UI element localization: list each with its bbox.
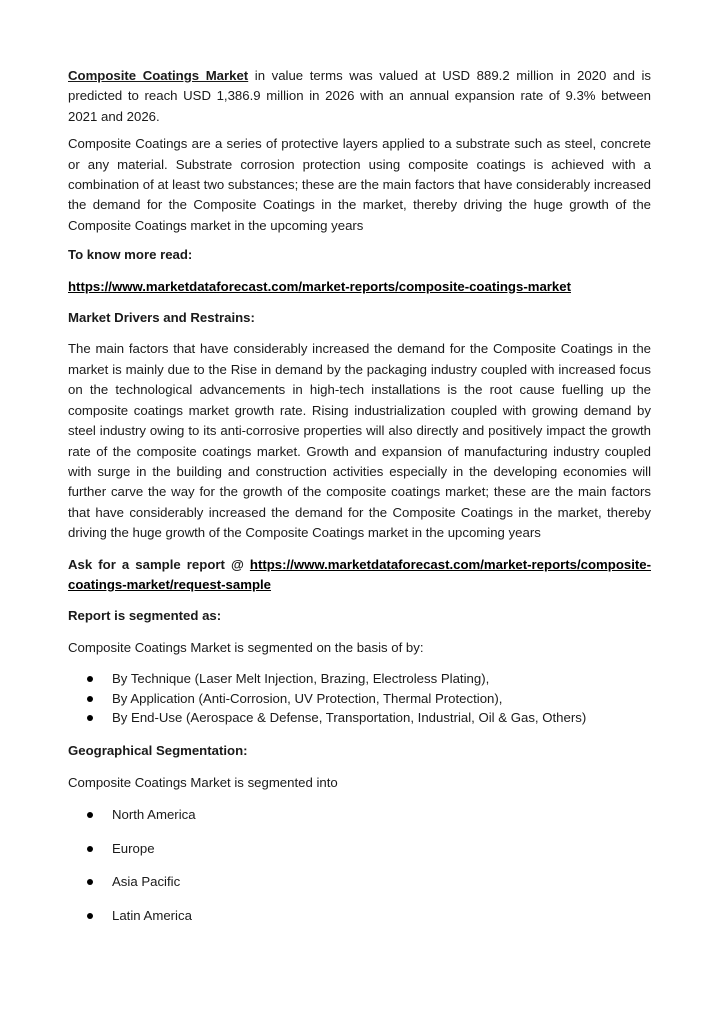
document-page [68,66,651,939]
list-item [68,708,651,728]
list-item [68,805,651,825]
list-item [68,689,651,709]
sample-paragraph [68,555,651,596]
read-more-paragraph [68,277,651,297]
list-item [68,872,651,892]
list-item-text: Asia Pacific [112,874,181,890]
description-paragraph: Composite Coatings are a series of protective layers applied to a substrate such as steel, concrete or any material. Substrate corrosion protection using composite coatings is achieved with a combination of at least two substances; these are the main factors that have considerably increased the demand for the Composite Coatings in the market, thereby driving the huge growth of the Composite Coatings market in the upcoming years [68,136,651,233]
read-more-label: To know more read: [68,247,193,263]
segmentation-list [68,669,651,728]
list-item-text: Latin America [112,907,192,923]
bullet-icon [87,676,93,682]
geography-list [68,805,651,926]
list-item [68,669,651,689]
bullet-icon [87,879,93,885]
drivers-heading: Market Drivers and Restrains: [68,310,255,326]
bullet-icon [87,715,93,721]
bullet-icon [87,696,93,702]
geography-intro: Composite Coatings Market is segmented into [68,775,338,791]
bullet-icon [87,812,93,818]
intro-lead-text: in value terms was valued at USD 889.2 million in 2020 and is predicted to reach USD 1,386.9 million in 2026 with an annual expansion rate of 9.3% between 2021 and 2026. [68,68,651,124]
list-item-text: By End-Use (Aerospace & Defense, Transportation, Industrial, Oil & Gas, Others) [112,710,587,726]
segmentation-intro: Composite Coatings Market is segmented on the basis of by: [68,639,424,655]
sample-label: Ask for a sample report @ [68,556,250,572]
market-name-link[interactable]: Composite Coatings Market [68,68,249,83]
geography-heading: Geographical Segmentation: [68,742,248,758]
list-item-text: North America [112,807,196,823]
bullet-icon [87,913,93,919]
list-item [68,839,651,859]
list-item-text: Europe [112,840,155,856]
list-item-text: By Application (Anti-Corrosion, UV Protection, Thermal Protection), [112,690,503,706]
market-report-link[interactable]: https://www.marketdataforecast.com/market-reports/composite-coatings-market [68,278,571,294]
bullet-icon [87,846,93,852]
list-item-text: By Technique (Laser Melt Injection, Brazing, Electroless Plating), [112,671,490,687]
segmentation-heading: Report is segmented as: [68,608,222,624]
list-item [68,906,651,926]
intro-paragraph [68,66,651,127]
sample-request-link[interactable]: https://www.marketdataforecast.com/market-reports/composite-coatings-market/request-sample [68,556,651,592]
drivers-paragraph: The main factors that have considerably increased the demand for the Composite Coatings in the market is mainly due to the Rise in demand by the packaging industry coupled with increased focus on the technological advancements in high-tech installations is the root cause fuelling up the composite coatings market growth rate. Rising industrialization coupled with growing demand by steel industry owing to its anti-corrosive properties will also directly and positively impact the growth rate of the composite coatings market. Growth and expansion of manufacturing industry coupled with surge in the building and construction activities especially in the developing economies will further carve the way for the growth of the composite coatings market; these are the main factors that have considerably increased the demand for the Composite Coatings in the market, thereby driving the huge growth of the Composite Coatings market in the upcoming years [68,341,651,541]
